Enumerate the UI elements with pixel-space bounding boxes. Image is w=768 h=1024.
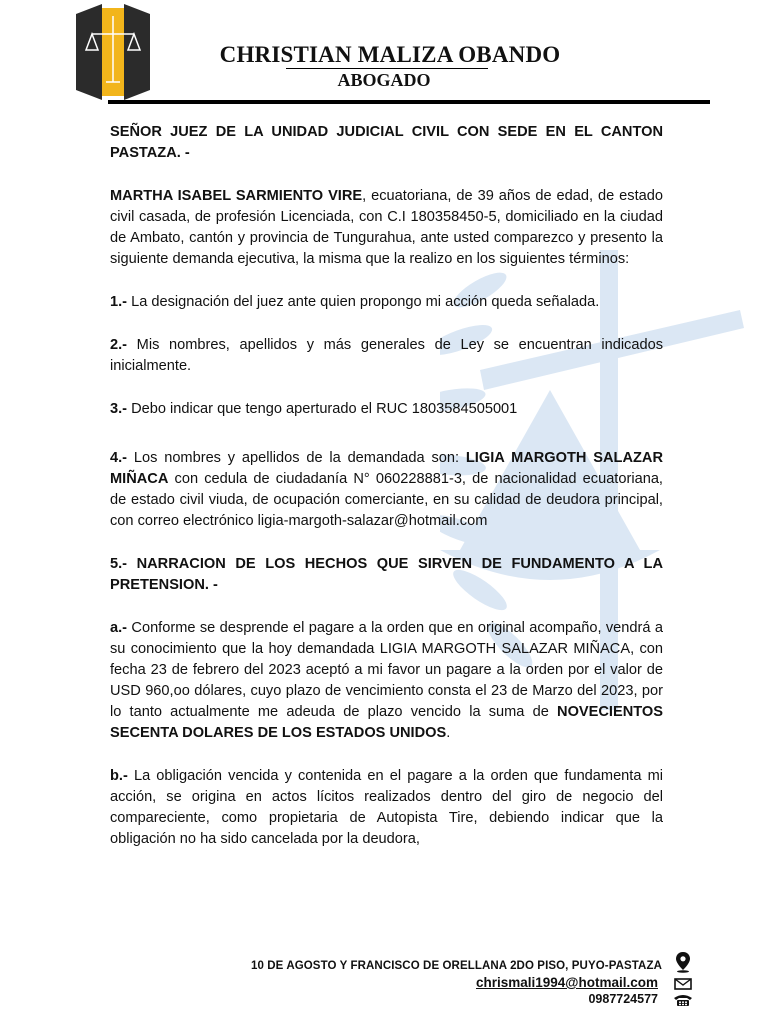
header-divider — [108, 100, 710, 104]
item-3 — [110, 399, 663, 420]
item-b-text: La obligación vencida y contenida en el pagare a la orden que fundamenta mi acción, se origina en actos lícitos realizados dentro del giro de negocio del compareciente, como propietaria de Autopista Tire, debiendo indicar que la obligación no ha sido cancelada por la deudora, — [110, 768, 663, 847]
firm-title: ABOGADO — [337, 70, 431, 90]
intro-text: , ecuatoriana, de 39 años de edad, de estado civil casada, de profesión Licenciada, con C.I 180358450-5, domiciliado en la ciudad de Ambato, cantón y provincia de Tungurahua, ante usted comparezco y presento la siguiente demanda ejecutiva, la misma que la realizo en los siguientes términos: — [110, 188, 663, 267]
name-underline — [286, 68, 488, 69]
footer-address: 10 DE AGOSTO Y FRANCISCO DE ORELLANA 2DO PISO, PUYO-PASTAZA — [250, 960, 662, 972]
firm-name: CHRISTIAN MALIZA OBANDO — [219, 42, 561, 67]
section-5-heading: 5.- NARRACION DE LOS HECHOS QUE SIRVEN DE FUNDAMENTO A LA PRETENSION. - — [110, 556, 663, 593]
item-1-number: 1.- — [110, 294, 128, 310]
item-a-end: . — [446, 725, 451, 741]
addressee: SEÑOR JUEZ DE LA UNIDAD JUDICIAL CIVIL CON SEDE EN EL CANTON PASTAZA. - — [110, 124, 663, 161]
item-b-number: b.- — [110, 768, 128, 784]
telephone-icon — [672, 993, 694, 1007]
document-body — [110, 122, 663, 850]
mail-icon — [674, 978, 692, 990]
item-4-number: 4.- — [110, 450, 128, 466]
item-b — [110, 766, 663, 850]
location-pin-icon — [674, 951, 692, 973]
item-4-text-b: con cedula de ciudadanía N° 060228881-3, de nacionalidad ecuatoriana, de estado civil viuda, de ocupación comerciante, en su calidad de deudora principal, con correo electrónico ligia-margoth-salazar@hotmail.com — [110, 471, 663, 529]
item-4 — [110, 448, 663, 532]
plaintiff-name: MARTHA ISABEL SARMIENTO VIRE — [110, 188, 363, 204]
intro-paragraph — [110, 186, 663, 270]
item-2-number: 2.- — [110, 337, 128, 353]
footer-phone: 0987724577 — [588, 992, 658, 1006]
footer-email[interactable]: chrismali1994@hotmail.com — [476, 975, 658, 990]
item-1-text: La designación del juez ante quien propongo mi acción queda señalada. — [127, 294, 600, 310]
item-2 — [110, 335, 663, 377]
item-3-number: 3.- — [110, 401, 128, 417]
item-a — [110, 618, 663, 744]
item-a-number: a.- — [110, 620, 128, 636]
item-2-text: Mis nombres, apellidos y más generales de Ley se encuentran indicados inicialmente. — [110, 337, 663, 374]
item-1 — [110, 292, 663, 313]
item-3-text: Debo indicar que tengo aperturado el RUC 1803584505001 — [127, 401, 518, 417]
scales-of-justice-icon — [76, 4, 150, 100]
item-4-text-a: Los nombres y apellidos de la demandada son: — [127, 450, 466, 466]
item-a-text: Conforme se desprende el pagare a la orden que en original acompaño, vendrá a su conocimiento que la hoy demandada LIGIA MARGOTH SALAZAR MIÑACA, con fecha 23 de febrero del 2023 aceptó a mi favor un pagare a la orden por el valor de USD 960,oo dólares, cuyo plazo de vencimiento consta el 23 de Marzo del 2023, por lo tanto actualmente me adeuda de plazo vencido la suma de — [110, 620, 663, 720]
debt-amount-words: NOVECIENTOS SECENTA DOLARES DE LOS ESTADOS UNIDOS — [110, 704, 663, 741]
defendant-name: LIGIA MARGOTH SALAZAR MIÑACA — [110, 450, 663, 487]
